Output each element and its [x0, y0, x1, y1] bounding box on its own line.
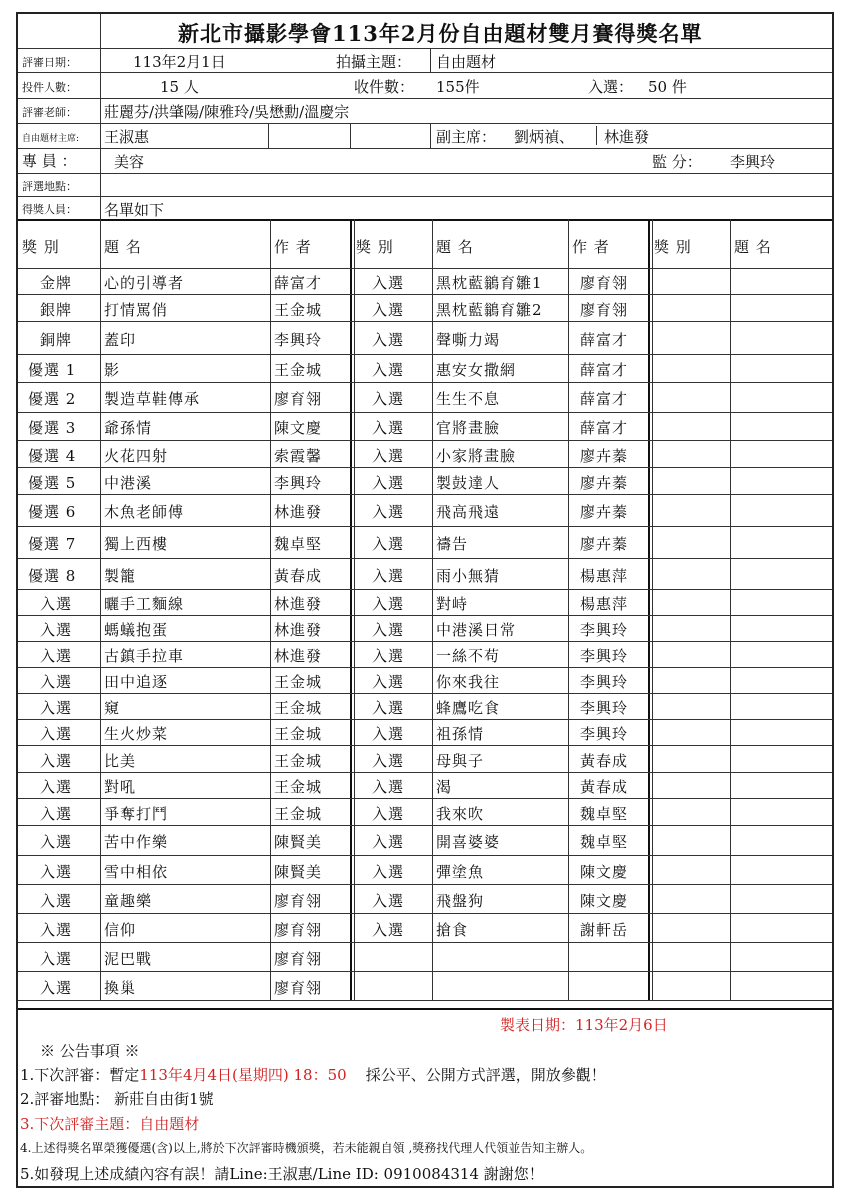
- title-cell: 心的引導者: [104, 274, 185, 292]
- judges-value: 莊麗芬/洪肇陽/陳雅玲/吳懋勳/溫慶宗: [104, 103, 350, 121]
- title-cell: 獨上西樓: [104, 535, 169, 553]
- supervisor-label: 監 分：: [652, 153, 702, 171]
- title-cell: 雪中相依: [104, 863, 169, 881]
- vice-label: 副主席：: [436, 128, 497, 146]
- row-rule: [18, 1000, 832, 1001]
- column-divider: [354, 219, 355, 1000]
- header-title-3: 題 名: [734, 238, 772, 256]
- title-cell: 生火炒菜: [104, 725, 169, 743]
- staff-value: 美容: [114, 153, 145, 171]
- author-cell: 廖卉蓁: [580, 503, 629, 521]
- author-cell: 陳文慶: [580, 863, 629, 881]
- column-divider: [432, 219, 433, 1000]
- title-cell: 蜂鷹吃食: [436, 699, 501, 717]
- rule: [18, 196, 832, 197]
- author-cell: 索霞馨: [274, 447, 323, 465]
- title-cell: 曬手工麵線: [104, 595, 185, 613]
- award-cell: 入選: [40, 752, 73, 770]
- author-cell: 廖卉蓁: [580, 535, 629, 553]
- title-cell: 小家將畫臉: [436, 447, 517, 465]
- author-cell: 薛富才: [580, 419, 629, 437]
- award-cell: 入選: [40, 725, 73, 743]
- header-award-2: 獎 別: [356, 238, 394, 256]
- theme-value: 自由題材: [436, 53, 497, 71]
- rule: [430, 48, 431, 72]
- author-cell: 林進發: [274, 647, 323, 665]
- author-cell: 廖育翎: [274, 390, 323, 408]
- title-cell: 火花四射: [104, 447, 169, 465]
- award-cell: 入選: [40, 621, 73, 639]
- author-cell: 王金城: [274, 725, 323, 743]
- award-cell: 優選 4: [28, 447, 77, 465]
- title-cell: 打情罵俏: [104, 301, 169, 319]
- column-divider: [730, 219, 731, 1000]
- award-cell: 優選 5: [28, 474, 77, 492]
- title-cell: 聲嘶力竭: [436, 331, 501, 349]
- rule: [18, 148, 832, 149]
- award-cell: 入選: [372, 301, 405, 319]
- award-cell: 入選: [40, 833, 73, 851]
- author-cell: 王金城: [274, 301, 323, 319]
- title-cell: 我來吹: [436, 805, 485, 823]
- author-cell: 魏卓堅: [580, 805, 629, 823]
- award-cell: 入選: [372, 725, 405, 743]
- title-cell: 爭奪打鬥: [104, 805, 169, 823]
- award-cell: 入選: [372, 778, 405, 796]
- notice-line-4: 4.上述得獎名單榮獲優選(含)以上,將於下次評審時機頒獎，若未能親自領 ,獎務找代理人代領並告知主辦人。: [20, 1141, 593, 1155]
- title-cell: 影: [104, 361, 121, 379]
- rule: [596, 126, 597, 145]
- author-cell: 廖育翎: [274, 921, 323, 939]
- award-cell: 銅牌: [40, 331, 73, 349]
- award-cell: 入選: [372, 699, 405, 717]
- title-cell: 中港溪: [104, 474, 153, 492]
- column-divider: [648, 219, 650, 1000]
- rule: [350, 123, 351, 148]
- chair-label: 自由題材主席:: [22, 134, 80, 144]
- rule: [18, 1008, 832, 1010]
- award-cell: 入選: [372, 390, 405, 408]
- title-cell: 製造草鞋傳承: [104, 390, 201, 408]
- author-cell: 王金城: [274, 778, 323, 796]
- selected-label: 入選：: [588, 78, 634, 96]
- title-cell: 渴: [436, 778, 453, 796]
- notice-line-1: [20, 1064, 606, 1085]
- award-cell: 入選: [40, 979, 73, 997]
- award-cell: 入選: [372, 567, 405, 585]
- author-cell: 林進發: [274, 595, 323, 613]
- row-rule: [18, 693, 832, 694]
- title-cell: 禱告: [436, 535, 469, 553]
- header-author-1: 作 者: [274, 238, 312, 256]
- row-rule: [18, 294, 832, 295]
- notice-1-date: 113年4月4日(星期四) 18：50: [139, 1066, 347, 1084]
- rule: [18, 173, 832, 174]
- award-cell: 入選: [40, 805, 73, 823]
- rule: [268, 123, 269, 148]
- rule: [18, 72, 832, 73]
- row-rule: [18, 884, 832, 885]
- award-cell: 入選: [372, 535, 405, 553]
- row-rule: [18, 382, 832, 383]
- judges-label: 評審老師：: [22, 106, 77, 119]
- award-cell: 入選: [372, 474, 405, 492]
- award-cell: 入選: [372, 673, 405, 691]
- title-cell: 黑枕藍鶲育雛1: [436, 274, 543, 292]
- award-cell: 入選: [372, 621, 405, 639]
- author-cell: 李興玲: [580, 725, 629, 743]
- header-award-3: 獎 別: [654, 238, 692, 256]
- author-cell: 廖育翎: [274, 892, 323, 910]
- author-cell: 林進發: [274, 503, 323, 521]
- author-cell: 廖卉蓁: [580, 474, 629, 492]
- header-award-1: 獎 別: [22, 238, 60, 256]
- row-rule: [18, 798, 832, 799]
- notice-1-prefix: 1.下次評審：暫定: [20, 1066, 140, 1084]
- author-cell: 李興玲: [580, 673, 629, 691]
- award-cell: 入選: [372, 647, 405, 665]
- row-rule: [18, 745, 832, 746]
- made-date: 製表日期：113年2月6日: [500, 1016, 668, 1034]
- award-cell: 優選 1: [28, 361, 77, 379]
- received-label: 收件數：: [354, 78, 415, 96]
- title-cell: 母與子: [436, 752, 485, 770]
- award-cell: 金牌: [40, 274, 73, 292]
- author-cell: 陳賢美: [274, 863, 323, 881]
- award-cell: 入選: [372, 419, 405, 437]
- title-cell: 中港溪日常: [436, 621, 517, 639]
- award-cell: 入選: [372, 274, 405, 292]
- title-cell: 換巢: [104, 979, 137, 997]
- row-rule: [18, 772, 832, 773]
- award-cell: 入選: [40, 647, 73, 665]
- row-rule: [18, 440, 832, 441]
- title-cell: 苦中作樂: [104, 833, 169, 851]
- title-cell: 飛盤狗: [436, 892, 485, 910]
- column-divider: [100, 219, 101, 1000]
- header-title-1: 題 名: [104, 238, 142, 256]
- author-cell: 廖卉蓁: [580, 447, 629, 465]
- award-cell: 優選 2: [28, 390, 77, 408]
- author-cell: 王金城: [274, 699, 323, 717]
- title-cell: 比美: [104, 752, 137, 770]
- title-cell: 螞蟻抱蛋: [104, 621, 169, 639]
- row-rule: [18, 855, 832, 856]
- header-author-2: 作 者: [572, 238, 610, 256]
- title-cell: 開喜婆婆: [436, 833, 501, 851]
- notice-title: ※ 公告事項 ※: [40, 1042, 140, 1060]
- title-cell: 製籠: [104, 567, 137, 585]
- row-rule: [18, 942, 832, 943]
- row-rule: [18, 615, 832, 616]
- author-cell: 薛富才: [580, 361, 629, 379]
- date-label: 評審日期：: [22, 56, 77, 69]
- location-label: 評選地點：: [22, 180, 77, 193]
- date-value: 113年2月1日: [133, 53, 226, 71]
- author-cell: 林進發: [274, 621, 323, 639]
- award-cell: 入選: [372, 447, 405, 465]
- title-cell: 對峙: [436, 595, 469, 613]
- row-rule: [18, 494, 832, 495]
- author-cell: 魏卓堅: [580, 833, 629, 851]
- title-cell: 惠安女撒網: [436, 361, 517, 379]
- author-cell: 廖育翎: [580, 301, 629, 319]
- row-rule: [18, 467, 832, 468]
- award-cell: 入選: [372, 805, 405, 823]
- rule: [18, 98, 832, 99]
- row-rule: [18, 667, 832, 668]
- author-cell: 李興玲: [580, 699, 629, 717]
- author-cell: 薛富才: [580, 331, 629, 349]
- award-cell: 銀牌: [40, 301, 73, 319]
- received-value: 155件: [436, 78, 480, 96]
- column-divider: [652, 219, 653, 1000]
- row-rule: [18, 354, 832, 355]
- notice-1-spacer: [347, 1066, 366, 1084]
- author-cell: 黃春成: [580, 752, 629, 770]
- award-cell: 入選: [40, 778, 73, 796]
- title-cell: 爺孫情: [104, 419, 153, 437]
- author-cell: 廖育翎: [274, 979, 323, 997]
- author-cell: 王金城: [274, 805, 323, 823]
- notice-line-2: 2.評審地點： 新莊自由街1號: [20, 1090, 214, 1108]
- author-cell: 李興玲: [580, 647, 629, 665]
- author-cell: 薛富才: [274, 274, 323, 292]
- award-cell: 入選: [40, 950, 73, 968]
- title-cell: 一絲不苟: [436, 647, 501, 665]
- title-cell: 信仰: [104, 921, 137, 939]
- title-cell: 古鎮手拉車: [104, 647, 185, 665]
- row-rule: [18, 825, 832, 826]
- title-cell: 泥巴戰: [104, 950, 153, 968]
- author-cell: 魏卓堅: [274, 535, 323, 553]
- entrants-value: 15 人: [160, 78, 199, 96]
- title-cell: 搶食: [436, 921, 469, 939]
- selected-value: 50 件: [648, 78, 687, 96]
- author-cell: 薛富才: [580, 390, 629, 408]
- award-cell: 優選 3: [28, 419, 77, 437]
- header-title-2: 題 名: [436, 238, 474, 256]
- column-divider: [568, 219, 569, 1000]
- author-cell: 廖育翎: [274, 950, 323, 968]
- row-rule: [18, 641, 832, 642]
- title-cell: 飛高飛遠: [436, 503, 501, 521]
- column-divider: [270, 219, 271, 1000]
- label-column-divider: [100, 14, 101, 219]
- award-cell: 入選: [40, 892, 73, 910]
- title-cell: 生生不息: [436, 390, 501, 408]
- rule: [18, 123, 832, 124]
- notice-1-suffix: 採公平、公開方式評選，開放參觀！: [365, 1066, 606, 1084]
- title-cell: 木魚老師傅: [104, 503, 185, 521]
- award-cell: 入選: [372, 863, 405, 881]
- rule: [18, 268, 832, 269]
- title-cell: 童趣樂: [104, 892, 153, 910]
- award-cell: 入選: [40, 921, 73, 939]
- award-cell: 入選: [40, 595, 73, 613]
- row-rule: [18, 526, 832, 527]
- award-cell: 入選: [372, 503, 405, 521]
- award-cell: 入選: [372, 892, 405, 910]
- author-cell: 李興玲: [274, 474, 323, 492]
- author-cell: 廖育翎: [580, 274, 629, 292]
- author-cell: 陳賢美: [274, 833, 323, 851]
- title-cell: 製鼓達人: [436, 474, 501, 492]
- award-cell: 優選 6: [28, 503, 77, 521]
- author-cell: 謝軒岳: [580, 921, 629, 939]
- document-title: 新北市攝影學會113年2月份自由題材雙月賽得獎名單: [178, 21, 703, 46]
- rule: [18, 48, 832, 49]
- award-cell: 入選: [40, 673, 73, 691]
- author-cell: 王金城: [274, 673, 323, 691]
- staff-label: 專 員 ：: [22, 152, 77, 170]
- title-cell: 蓋印: [104, 331, 137, 349]
- row-rule: [18, 321, 832, 322]
- vice-value-1: 劉炳禎、: [514, 128, 575, 146]
- column-divider: [350, 219, 352, 1000]
- entrants-label: 投件人數：: [22, 81, 77, 94]
- award-cell: 入選: [372, 833, 405, 851]
- award-cell: 優選 8: [28, 567, 77, 585]
- chair-value: 王淑惠: [104, 128, 150, 146]
- award-cell: 入選: [372, 361, 405, 379]
- title-cell: 田中追逐: [104, 673, 169, 691]
- winners-label: 得獎人員：: [22, 203, 77, 216]
- row-rule: [18, 589, 832, 590]
- author-cell: 李興玲: [580, 621, 629, 639]
- title-cell: 祖孫情: [436, 725, 485, 743]
- award-cell: 入選: [40, 699, 73, 717]
- award-cell: 入選: [372, 331, 405, 349]
- title-cell: 窺: [104, 699, 121, 717]
- row-rule: [18, 412, 832, 413]
- title-cell: 黑枕藍鶲育雛2: [436, 301, 543, 319]
- author-cell: 黃春成: [274, 567, 323, 585]
- notice-line-5: 5.如發現上述成績內容有誤！請Line:王淑惠/Line ID: 0910084314 謝謝您！: [20, 1165, 544, 1183]
- author-cell: 陳文慶: [274, 419, 323, 437]
- title-cell: 你來我往: [436, 673, 501, 691]
- author-cell: 楊惠萍: [580, 595, 629, 613]
- author-cell: 陳文慶: [580, 892, 629, 910]
- theme-label: 拍攝主題：: [336, 53, 412, 71]
- row-rule: [18, 558, 832, 559]
- award-cell: 入選: [40, 863, 73, 881]
- author-cell: 王金城: [274, 752, 323, 770]
- row-rule: [18, 913, 832, 914]
- row-rule: [18, 719, 832, 720]
- winners-value: 名單如下: [104, 201, 165, 219]
- author-cell: 楊惠萍: [580, 567, 629, 585]
- award-cell: 入選: [372, 595, 405, 613]
- award-cell: 入選: [372, 752, 405, 770]
- award-cell: 優選 7: [28, 535, 77, 553]
- title-cell: 對吼: [104, 778, 137, 796]
- award-document: [16, 12, 834, 1188]
- rule: [430, 123, 431, 148]
- row-rule: [18, 971, 832, 972]
- notice-line-3: 3.下次評審主題：自由題材: [20, 1115, 200, 1133]
- award-cell: 入選: [372, 921, 405, 939]
- title-cell: 彈塗魚: [436, 863, 485, 881]
- author-cell: 王金城: [274, 361, 323, 379]
- vice-value-2: 林進發: [604, 128, 650, 146]
- title-cell: 官將畫臉: [436, 419, 501, 437]
- title-cell: 雨小無猜: [436, 567, 501, 585]
- author-cell: 李興玲: [274, 331, 323, 349]
- author-cell: 黃春成: [580, 778, 629, 796]
- supervisor-value: 李興玲: [730, 153, 776, 171]
